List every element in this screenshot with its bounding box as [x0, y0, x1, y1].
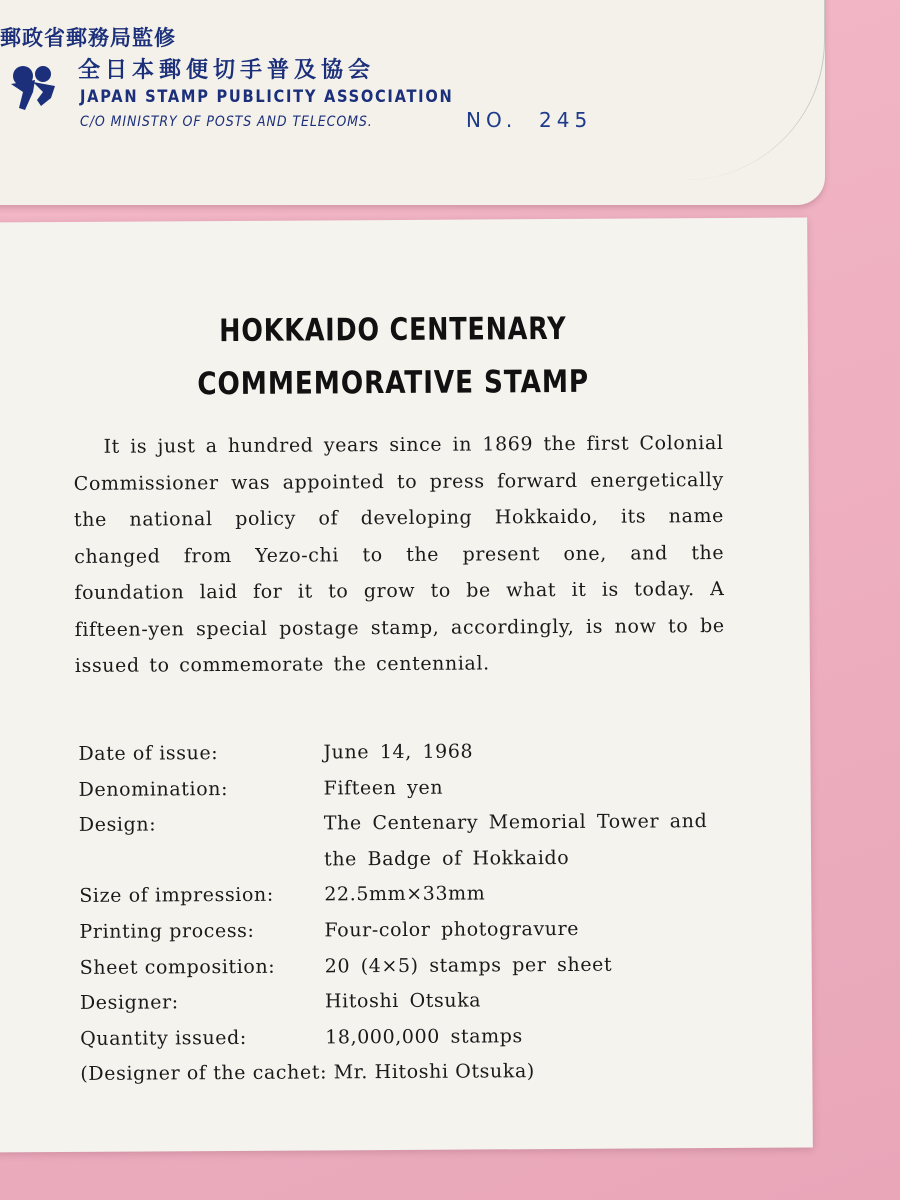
detail-label: Date of issue:	[78, 742, 219, 765]
detail-value: 20 (4×5) stamps per sheet	[324, 953, 613, 977]
detail-label: Sheet composition:	[79, 955, 276, 979]
detail-label: Denomination:	[78, 777, 229, 801]
detail-value: Hitoshi Otsuka	[324, 989, 482, 1013]
detail-value: Fifteen yen	[323, 776, 444, 800]
description-text: It is just a hundred years since in 1869 the first Colonial Commissioner was appointed to press forward energetically the national policy of developing Hokkaido, its name changed from Yezo-chi to the present one, and the foundation laid for it to grow to be what it is today. A fifteen-yen special postage stamp, accordingly, is now to be issued to commemorate the centennial.	[73, 431, 725, 677]
title-line-1: HOKKAIDO CENTENARY	[219, 310, 567, 350]
detail-row	[80, 1018, 740, 1058]
detail-value: June 14, 1968	[323, 740, 474, 764]
card-fold-curve	[664, 0, 825, 180]
jp-association-text: 全日本郵便切手普及協会	[78, 58, 376, 83]
detail-label: Size of impression:	[79, 884, 274, 908]
detail-value: 18,000,000 stamps	[325, 1024, 523, 1049]
care-of-ministry: C/O MINISTRY OF POSTS AND TELECOMS.	[80, 114, 373, 130]
detail-value: 22.5mm×33mm	[324, 882, 486, 906]
detail-label: Quantity issued:	[80, 1026, 247, 1050]
description-paragraph	[73, 425, 725, 684]
detail-row	[79, 911, 739, 951]
cachet-designer-note: (Designer of the cachet: Mr. Hitoshi Otsuka)	[80, 1060, 535, 1086]
detail-value: Four-color photogravure	[324, 917, 580, 942]
header-card	[0, 0, 825, 205]
detail-row	[79, 768, 739, 808]
detail-row	[78, 733, 738, 773]
stamp-info-card	[0, 217, 813, 1152]
detail-label: Design:	[78, 813, 157, 837]
association-name: JAPAN STAMP PUBLICITY ASSOCIATION	[80, 87, 454, 107]
stamp-details-list	[78, 733, 740, 1093]
number-value: 245	[539, 108, 593, 132]
detail-label: Printing process:	[79, 919, 255, 943]
jspa-logo-icon	[5, 62, 63, 112]
detail-value: The Centenary Memorial Tower and the Badge of Hokkaido	[323, 810, 708, 871]
detail-row	[79, 875, 739, 915]
number-label: NO.	[466, 108, 518, 132]
detail-row	[80, 982, 740, 1022]
jp-supervision-text: 郵政省郵務局監修	[0, 26, 176, 50]
title-line-2: COMMEMORATIVE STAMP	[197, 363, 590, 403]
detail-label: Designer:	[79, 991, 179, 1015]
detail-row	[79, 804, 739, 879]
detail-row	[80, 946, 740, 986]
